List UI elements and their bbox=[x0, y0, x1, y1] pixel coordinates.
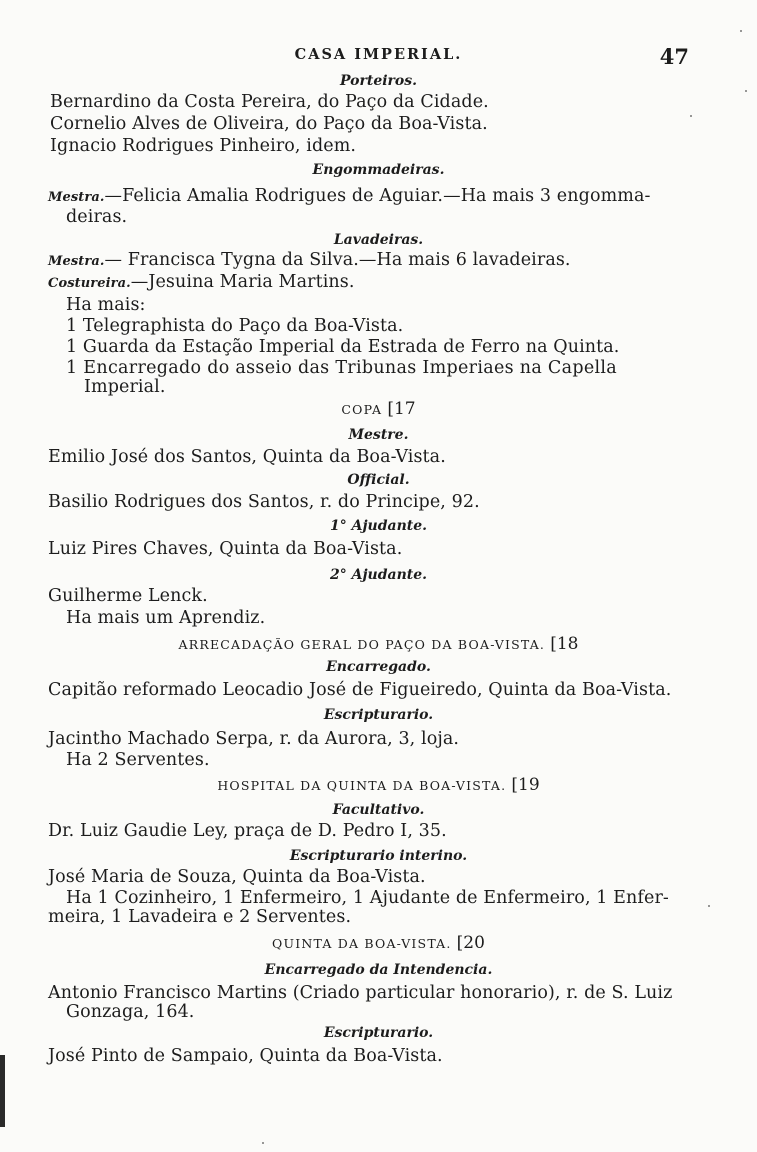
role-heading: 2° Ajudante. bbox=[329, 567, 427, 583]
section-number: [18 bbox=[550, 634, 579, 654]
staff-line: Emilio José dos Santos, Quinta da Boa-Vista. bbox=[48, 447, 446, 467]
list-item: 1 Encarregado do asseio das Tribunas Imperiaes na Capella bbox=[66, 358, 618, 378]
role-heading: Facultativo. bbox=[332, 802, 425, 818]
staff-line bbox=[48, 186, 651, 208]
staff-line: Ha 1 Cozinheiro, 1 Enfermeiro, 1 Ajudante de Enfermeiro, 1 Enfer- bbox=[66, 888, 669, 908]
section-number: [20 bbox=[456, 933, 485, 953]
list-item: Imperial. bbox=[84, 377, 166, 397]
staff-line: deiras. bbox=[66, 207, 128, 227]
section-number: [17 bbox=[387, 399, 416, 419]
staff-line: meira, 1 Lavadeira e 2 Serventes. bbox=[48, 907, 352, 927]
scan-speck bbox=[708, 905, 710, 907]
role-heading: Escripturario interino. bbox=[289, 848, 468, 864]
section-title: HOSPITAL DA QUINTA DA BOA-VISTA. bbox=[217, 778, 507, 793]
staff-line: Guilherme Lenck. bbox=[48, 586, 208, 606]
staff-line: Cornelio Alves de Oliveira, do Paço da Boa-Vista. bbox=[50, 114, 488, 134]
staff-line: Dr. Luiz Gaudie Ley, praça de D. Pedro I, 35. bbox=[48, 821, 447, 841]
staff-line: Gonzaga, 164. bbox=[66, 1002, 195, 1022]
staff-line: José Pinto de Sampaio, Quinta da Boa-Vista. bbox=[48, 1046, 443, 1066]
role-heading: Mestre. bbox=[348, 427, 409, 443]
list-item: 1 Guarda da Estação Imperial da Estrada de Ferro na Quinta. bbox=[66, 337, 620, 357]
page-edge-shadow bbox=[0, 1055, 5, 1127]
line-text: —Jesuina Maria Martins. bbox=[130, 272, 355, 292]
list-item: 1 Telegraphista do Paço da Boa-Vista. bbox=[66, 316, 404, 336]
scan-speck bbox=[745, 90, 747, 92]
running-header: CASA IMPERIAL. bbox=[294, 46, 463, 63]
section-title: COPA bbox=[341, 402, 383, 417]
staff-line: Jacintho Machado Serpa, r. da Aurora, 3, loja. bbox=[48, 729, 460, 749]
scan-speck bbox=[690, 115, 692, 117]
staff-line: Antonio Francisco Martins (Criado particular honorario), r. de S. Luiz bbox=[48, 983, 673, 1003]
staff-line: Luiz Pires Chaves, Quinta da Boa-Vista. bbox=[48, 539, 403, 559]
section-heading bbox=[0, 933, 757, 954]
line-text: —Felicia Amalia Rodrigues de Aguiar.—Ha mais 3 engomma- bbox=[104, 186, 651, 206]
role-heading: Escripturario. bbox=[323, 707, 434, 723]
scan-speck bbox=[262, 1142, 264, 1144]
section-heading bbox=[0, 399, 757, 420]
staff-line: Ha 2 Serventes. bbox=[66, 750, 210, 770]
role-heading: 1° Ajudante. bbox=[329, 518, 427, 534]
page-number: 47 bbox=[659, 44, 689, 69]
section-title: QUINTA DA BOA-VISTA. bbox=[272, 936, 452, 951]
line-label: Mestra. bbox=[48, 254, 105, 269]
staff-line: Basilio Rodrigues dos Santos, r. do Principe, 92. bbox=[48, 492, 480, 512]
section-number: [19 bbox=[511, 775, 540, 795]
role-heading: Official. bbox=[347, 472, 410, 488]
section-title: ARRECADAÇÃO GERAL DO PAÇO DA BOA-VISTA. bbox=[178, 637, 546, 652]
section-heading bbox=[0, 634, 757, 655]
role-heading: Encarregado da Intendencia. bbox=[264, 962, 493, 978]
role-heading: Porteiros. bbox=[339, 73, 418, 89]
line-label: Costureira. bbox=[48, 276, 131, 291]
staff-line: Ignacio Rodrigues Pinheiro, idem. bbox=[50, 136, 357, 156]
role-heading: Encarregado. bbox=[326, 659, 431, 675]
role-heading: Engommadeiras. bbox=[312, 162, 445, 178]
staff-line: Capitão reformado Leocadio José de Figueiredo, Quinta da Boa-Vista. bbox=[48, 680, 672, 700]
role-heading: Lavadeiras. bbox=[333, 232, 424, 248]
staff-line: José Maria de Souza, Quinta da Boa-Vista. bbox=[48, 867, 426, 887]
scan-speck bbox=[740, 30, 742, 32]
role-heading: Escripturario. bbox=[323, 1025, 434, 1041]
staff-line bbox=[48, 250, 571, 272]
line-text: — Francisca Tygna da Silva.—Ha mais 6 lavadeiras. bbox=[104, 250, 571, 270]
staff-line bbox=[48, 272, 355, 294]
list-intro: Ha mais: bbox=[66, 295, 146, 315]
line-label: Mestra. bbox=[48, 190, 105, 205]
staff-line: Ha mais um Aprendiz. bbox=[66, 608, 266, 628]
staff-line: Bernardino da Costa Pereira, do Paço da Cidade. bbox=[50, 92, 489, 112]
section-heading bbox=[0, 775, 757, 796]
